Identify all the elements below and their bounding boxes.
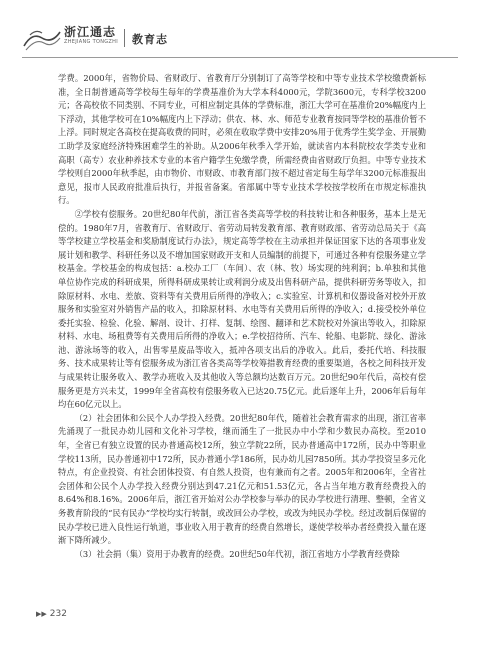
header-rule	[22, 57, 458, 58]
paragraph-tuition-standards: 学费。2000年，省物价局、省财政厅、省教育厅分别制订了高等学校和中等专业技术学校缴费新标准，全日制普通高等学校每生每年的学费基准价为大学本科4000元，学院3600元，专科学校3200元；各高校依不同类别、不同专业，可相应制定具体的学费标准，浙江大学可在基准价20%幅度内上下浮动，其他学校可在10%幅度内上下浮动；供农、林、水、师范专业教育按同等学校的基准价暂不上浮。同时规定各高校在提高收费的同时，必须在收取学费中安排20%用于优秀学生奖学金、开展勤工助学及家庭经济特殊困难学生的补助。从2006年秋季入学开始，就读省内本科院校农学类专业和高职（高专）农业种养技术专业的本省户籍学生免缴学费，所需经费由省财政厅负担。中等专业技术学校则自2000年秋季起，由市物价、市财政、市教育部门按不超过省定每生每学年3200元标准报出意见，报市人民政府批准后执行，并报省备案。省部属中等专业技术学校按学校所在市规定标准执行。	[58, 73, 426, 206]
logo-title-cn: 浙江通志	[64, 25, 117, 39]
running-header	[22, 24, 458, 54]
zhejiang-tongzhi-logo-icon	[22, 26, 62, 52]
paragraph-donations: （3）社会捐（集）资用于办教育的经费。20世纪50年代初，浙江省地方小学教育经费除	[74, 548, 400, 559]
body-text	[58, 72, 426, 561]
page-number: 232	[49, 609, 67, 619]
logo-title-en: ZHEJIANG TONGZHI	[64, 39, 118, 45]
paragraph-paid-services: ②学校有偿服务。20世纪80年代前，浙江省各类高等学校的科技转让和各种服务，基本上是无偿的。1980年7月，省教育厅、省财政厅、省劳动局转发教育部、教育财政部、省劳动总局关于《高等学校建立学校基金和奖励制度试行办法》，规定高等学校在主动承担并保证国家下达的各项事业发展计划和教学、科研任务以及不增加国家财政开支和人员编制的前提下，可通过各种有偿服务建立学校基金。学校基金的构成包括：a.校办工厂（车间）、农（林、牧）场实现的纯利润；b.单独和其他单位协作完成的科研成果，所得科研成果转让或利润分成及出售科研产品，提供科研劳务等收入，扣除原材料、水电、差旅、资料等有关费用后所得的净收入；c.实验室、计算机和仪器设备对校外开放服务和实验室对外销售产品的收入，扣除原材料、水电等有关费用后所得的净收入；d.接受校外单位委托实验、检验、化验、解剖、设计、打样、复制、绘图、翻译和艺术院校对外演出等收入，扣除原材料、水电、场租费等有关费用后所得的净收入；e.学校招待所、汽车、轮船、电影院、绿化、游泳池、游泳场等的收入，出售零星废品等收入，抵冲各项支出后的净收入。此后，委托代培、科技服务、技术成果转让等有偿服务成为浙江省各类高等学校筹措教育经费的重要渠道，各校之间科技开发与成果转让服务收入、教学办班收入及其他收入等总额均达数百万元。20世纪90年代后，高校有偿服务更是方兴未艾，1999年全省高校有偿服务收入已达20.75亿元。此后逐年上升，2006年后每年均在60亿元以上。	[58, 208, 426, 410]
logo-wordmark	[64, 25, 118, 46]
page-footer	[36, 609, 67, 619]
section-title: 教育志	[132, 33, 168, 46]
header-divider	[124, 29, 125, 47]
paragraph-private-investment: （2）社会团体和公民个人办学投入经费。20世纪80年代，随着社会教育需求的出现，浙江省率先涌现了一批民办幼儿园和文化补习学校，继而涌生了一批民办中小学和少数民办高校。至2010年，全省已有独立设置的民办普通高校12所，独立学院22所，民办普通高中172所，民办中等职业学校113所，民办普通初中172所，民办普通小学186所，民办幼儿园7850所。其办学投资呈多元化特点，有企业投资、有社会团体投资、有自然人投资，也有兼而有之者。2005年和2006年，全省社会团体和公民个人办学投入经费分别达到47.21亿元和51.53亿元，各占当年地方教育经费投入的8.64%和8.16%。2006年后，浙江省开始对公办学校参与举办的民办学校进行清理、整顿，全省义务教育阶段的“民有民办”学校均实行转制，或改回公办学校，或改为纯民办学校。经过改制后保留的民办学校已进入良性运行轨道，事业收入用于教育的经费自然增长，遂使学校举办者经费投入量在逐渐下降所减少。	[58, 412, 426, 546]
page-arrow-icon: ▶▶	[36, 610, 47, 618]
